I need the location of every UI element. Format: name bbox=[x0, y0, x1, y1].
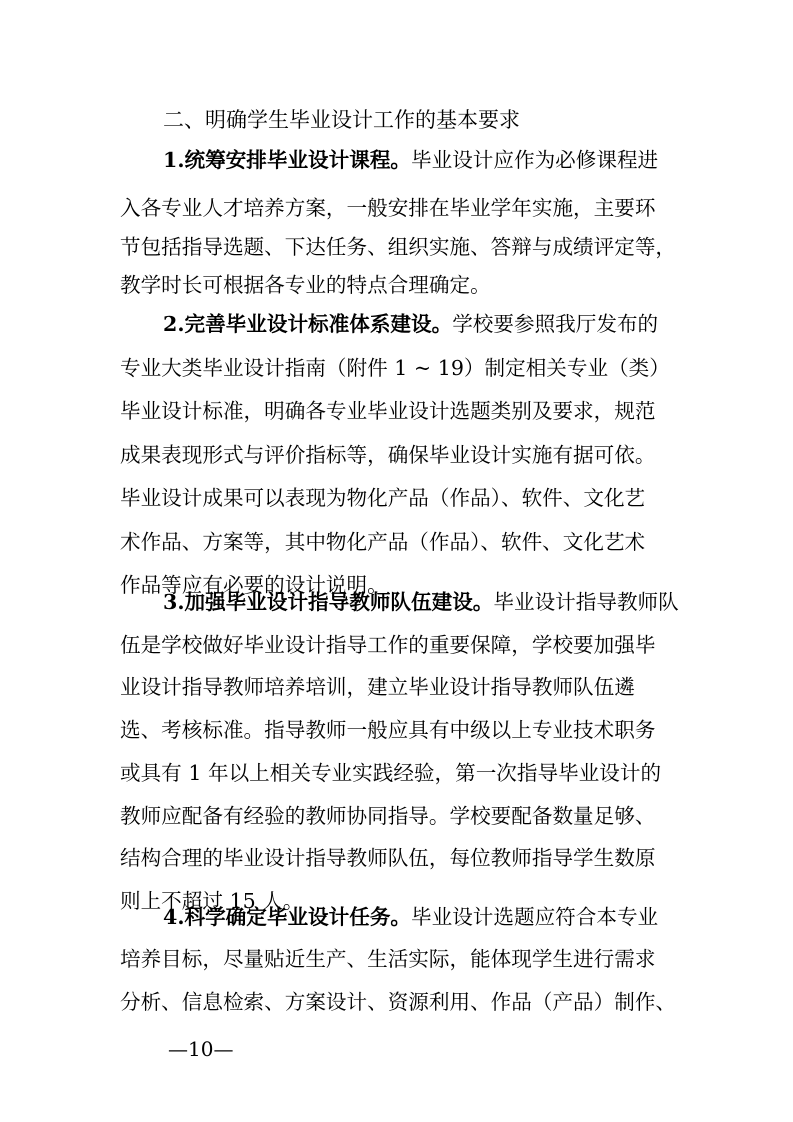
item-4-first-line bbox=[163, 903, 680, 931]
item-2-line: 专业大类毕业设计指南（附件 1 ~ 19）制定相关专业（类） bbox=[120, 356, 670, 380]
page-number: —10— bbox=[168, 1037, 234, 1061]
item-4-line: 培养目标，尽量贴近生产、生活实际，能体现学生进行需求 bbox=[120, 947, 656, 971]
item-3-line: 伍是学校做好毕业设计指导工作的重要保障，学校要加强毕 bbox=[120, 633, 656, 657]
item-3-title: 3.加强毕业设计指导教师队伍建设。 bbox=[163, 590, 494, 614]
item-2-line: 毕业设计成果可以表现为物化产品（作品）、软件、文化艺 bbox=[120, 486, 646, 510]
section-heading: 二、明确学生毕业设计工作的基本要求 bbox=[163, 108, 520, 132]
item-2-first-line bbox=[163, 310, 680, 338]
item-1-line: 教学时长可根据各专业的特点合理确定。 bbox=[120, 273, 491, 297]
item-3-line: 选、考核标准。指导教师一般应具有中级以上专业技术职务 bbox=[120, 718, 656, 742]
item-3-line: 结构合理的毕业设计指导教师队伍，每位教师指导学生数原 bbox=[120, 846, 656, 870]
item-3-line: 业设计指导教师培养培训，建立毕业设计指导教师队伍遴 bbox=[120, 675, 635, 699]
item-1-title: 1.统筹安排毕业设计课程。 bbox=[163, 148, 412, 172]
item-2-line: 毕业设计标准，明确各专业毕业设计选题类别及要求，规范 bbox=[120, 399, 656, 423]
item-2-line: 术作品、方案等，其中物化产品（作品）、软件、文化艺术 bbox=[120, 530, 646, 554]
item-2-text: 学校要参照我厅发布的 bbox=[452, 312, 659, 336]
item-4-text: 毕业设计选题应符合本专业 bbox=[411, 905, 659, 929]
item-3-line: 教师应配备有经验的教师协同指导。学校要配备数量足够、 bbox=[120, 804, 656, 828]
item-4-title: 4.科学确定毕业设计任务。 bbox=[163, 905, 412, 929]
item-1-text: 毕业设计应作为必修课程进 bbox=[411, 148, 659, 172]
item-3-line: 则上不超过 15 人。 bbox=[120, 889, 304, 913]
item-3-text: 毕业设计指导教师队 bbox=[493, 590, 679, 614]
item-3-line: 或具有 1 年以上相关专业实践经验，第一次指导毕业设计的 bbox=[120, 761, 662, 785]
item-4-line: 分析、信息检索、方案设计、资源利用、作品（产品）制作、 bbox=[120, 990, 677, 1014]
item-1-first-line bbox=[163, 146, 680, 174]
item-2-line: 成果表现形式与评价指标等，确保毕业设计实施有据可依。 bbox=[120, 443, 656, 467]
item-3-first-line bbox=[163, 588, 680, 616]
item-2-line: 作品等应有必要的设计说明。 bbox=[120, 573, 388, 597]
item-2-title: 2.完善毕业设计标准体系建设。 bbox=[163, 312, 453, 336]
item-1-line: 入各专业人才培养方案，一般安排在毕业学年实施，主要环 bbox=[120, 196, 656, 220]
item-1-line: 节包括指导选题、下达任务、组织实施、答辩与成绩评定等， bbox=[120, 235, 677, 259]
